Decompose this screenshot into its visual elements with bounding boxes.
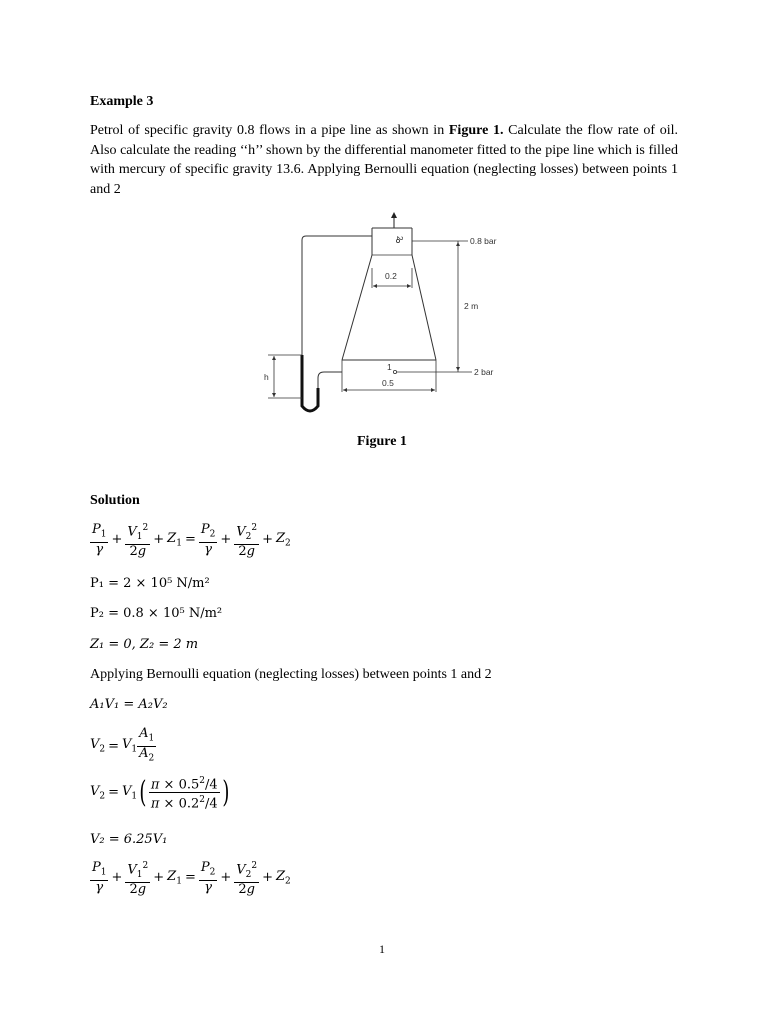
- v2-area-equation: $V_2$ = $V_1$ ( $\frac{\pi \times 0.5^2/4}{\pi \times 0.2^2/4}$ ): [90, 774, 230, 812]
- problem-statement: [90, 121, 678, 199]
- bernoulli-text: Applying Bernoulli equation (neglecting losses) between points 1 and 2: [90, 667, 492, 682]
- manometer-h-label: h: [264, 372, 269, 382]
- p1-value: P₁ = 2 × 10⁵ N/m²: [90, 576, 210, 591]
- problem-rest: Calculate the flow rate of oil. Also calculate the reading ‘‘h’’ shown by the differential manometer fitted to the pipe line which is filled with mercury of specific gravity 13.6. Applying Bernoulli equation (neglecting losses) between points 1 and 2: [90, 123, 678, 197]
- pipe-figure: [260, 210, 512, 425]
- problem-intro: Petrol of specific gravity 0.8 flows in a pipe line as shown in: [90, 123, 449, 138]
- solution-heading: Solution: [90, 493, 140, 508]
- figure-reference: Figure 1.: [448, 123, 504, 138]
- p2-value: P₂ = 0.8 × 10⁵ N/m²: [90, 606, 223, 621]
- top-diameter-label: 0.2: [385, 271, 397, 281]
- example-heading: Example 3: [90, 94, 154, 109]
- z-values: Z₁ = 0, Z₂ = 2 m: [90, 637, 199, 652]
- height-label: 2 m: [464, 301, 479, 311]
- point-1-label: 1: [387, 362, 392, 372]
- figure-caption: Figure 1: [357, 434, 407, 449]
- bernoulli-equation-2: $\frac{P_1}{\gamma}$ + $\frac{V_1^2}{2g}$ + $Z_1$ = $\frac{P_2}{\gamma}$ + $\frac{V_2^2}{2g}$ + $Z_2$: [92, 860, 291, 897]
- v2-ratio-equation: $V_2$ = $V_1$ $\frac{A_1}{A_2}$: [90, 726, 155, 764]
- continuity-equation: A₁V₁ = A₂V₂: [90, 697, 168, 712]
- v2-result: V₂ = 6.25V₁: [90, 832, 168, 847]
- top-pressure-label: 0.8 bar: [470, 236, 497, 246]
- page-number: 1: [379, 942, 385, 956]
- bottom-diameter-label: 0.5: [382, 378, 394, 388]
- bernoulli-equation-1: $\frac{P_1}{\gamma}$ + $\frac{V_1^2}{2g}$ + $Z_1$ = $\frac{P_2}{\gamma}$ + $\frac{V_2^2}{2g}$ + $Z_2$: [92, 522, 291, 559]
- bottom-pressure-label: 2 bar: [474, 367, 494, 377]
- point-2-label: 2: [395, 236, 404, 241]
